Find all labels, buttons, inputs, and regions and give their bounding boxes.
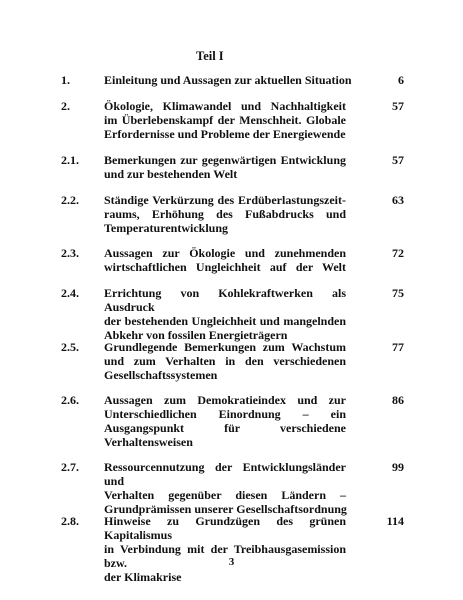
- toc-entry-title-line: im Überlebenskampf der Menschheit. Globale: [104, 113, 346, 127]
- toc-entry-title-line: Hinweise zu Grundzügen des grünen Kapitalismus: [104, 514, 346, 542]
- toc-entry-title-line: Ökologie, Klimawandel und Nachhaltigkeit: [104, 99, 346, 113]
- page-number: 3: [228, 556, 235, 568]
- toc-entry-title-line: Grundlegende Bemerkungen zum Wachstum: [104, 340, 346, 354]
- toc-entry-page: 77: [392, 340, 404, 354]
- toc-entry-title-line: und zur bestehenden Welt: [104, 167, 238, 181]
- toc-entry-title-line: Erfordernisse und Probleme der Energiewende: [104, 127, 346, 141]
- toc-entry-title-line: Einleitung und Aussagen zur aktuellen Situation: [104, 73, 352, 87]
- toc-entry-title: [104, 460, 346, 516]
- toc-entry-number: 2.2.: [61, 193, 79, 207]
- toc-entry-title-line: Gesellschaftssystemen: [104, 368, 218, 382]
- toc-entry-title-line: Ressourcennutzung der Entwicklungsländer und: [104, 460, 346, 488]
- toc-entry-title: [104, 246, 346, 274]
- toc-entry-number: 2.7.: [61, 460, 79, 474]
- toc-entry-title-line: Unterschiedlichen Einordnung – ein: [104, 407, 346, 421]
- toc-entry-page: 57: [392, 99, 404, 113]
- toc-entry-page: 72: [392, 246, 404, 260]
- toc-entry-title-line: wirtschaftlichen Ungleichheit auf der Welt: [104, 260, 346, 274]
- toc-entry-title-line: und zum Verhalten in den verschiedenen: [104, 354, 346, 368]
- toc-entry-number: 2.1.: [61, 153, 79, 167]
- toc-entry-number: 2.6.: [61, 393, 79, 407]
- toc-entry-title-line: Aussagen zur Ökologie und zunehmenden: [104, 246, 346, 260]
- toc-entry-page: 57: [392, 153, 404, 167]
- toc-entry-title-line: Temperaturentwicklung: [104, 221, 229, 235]
- toc-entry-number: 2.: [61, 99, 70, 113]
- toc-entry-page: 75: [392, 286, 404, 300]
- toc-entry-title-line: Grundprämissen unserer Gesellschaftsordnung: [104, 502, 347, 516]
- toc-entry-title-line: raums, Erhöhung des Fußabdrucks und: [104, 207, 346, 221]
- toc-entry-title: [104, 193, 346, 235]
- toc-entry-title-line: Ausgangspunkt für verschiedene: [104, 421, 346, 435]
- part-title: Teil I: [196, 49, 224, 63]
- toc-entry-number: 1.: [61, 73, 70, 87]
- toc-entry-number: 2.3.: [61, 246, 79, 260]
- toc-entry-number: 2.8.: [61, 514, 79, 528]
- toc-entry-page: 6: [398, 73, 404, 87]
- toc-entry-title: [104, 286, 346, 342]
- toc-entry-title-line: Verhaltensweisen: [104, 435, 193, 449]
- toc-entry-title-line: Verhalten gegenüber diesen Ländern –: [104, 488, 346, 502]
- toc-entry-title-line: Bemerkungen zur gegenwärtigen Entwicklung: [104, 153, 346, 167]
- toc-entry-title-line: Ständige Verkürzung des Erdüberlastungszeit-: [104, 193, 346, 207]
- toc-entry-page: 99: [392, 460, 404, 474]
- toc-entry-page: 114: [386, 514, 404, 528]
- toc-entry-title: [104, 99, 346, 141]
- toc-entry-title-line: der Klimakrise: [104, 570, 182, 584]
- toc-entry-title: [104, 514, 346, 584]
- toc-entry-title-line: in Verbindung mit der Treibhausgasemission bzw.: [104, 542, 346, 570]
- toc-entry-title-line: der bestehenden Ungleichheit und mangelnden: [104, 314, 346, 328]
- toc-entry-title: [104, 393, 346, 449]
- toc-entry-title: [104, 340, 346, 382]
- toc-entry-title-line: Abkehr von fossilen Energieträgern: [104, 328, 288, 342]
- toc-entry-page: 63: [392, 193, 404, 207]
- toc-entry-number: 2.5.: [61, 340, 79, 354]
- toc-entry-title: [104, 73, 352, 87]
- toc-entry-number: 2.4.: [61, 286, 79, 300]
- toc-entry-title: [104, 153, 346, 181]
- toc-entry-title-line: Aussagen zum Demokratieindex und zur: [104, 393, 346, 407]
- toc-entry-title-line: Errichtung von Kohlekraftwerken als Ausdruck: [104, 286, 346, 314]
- toc-entry-page: 86: [392, 393, 404, 407]
